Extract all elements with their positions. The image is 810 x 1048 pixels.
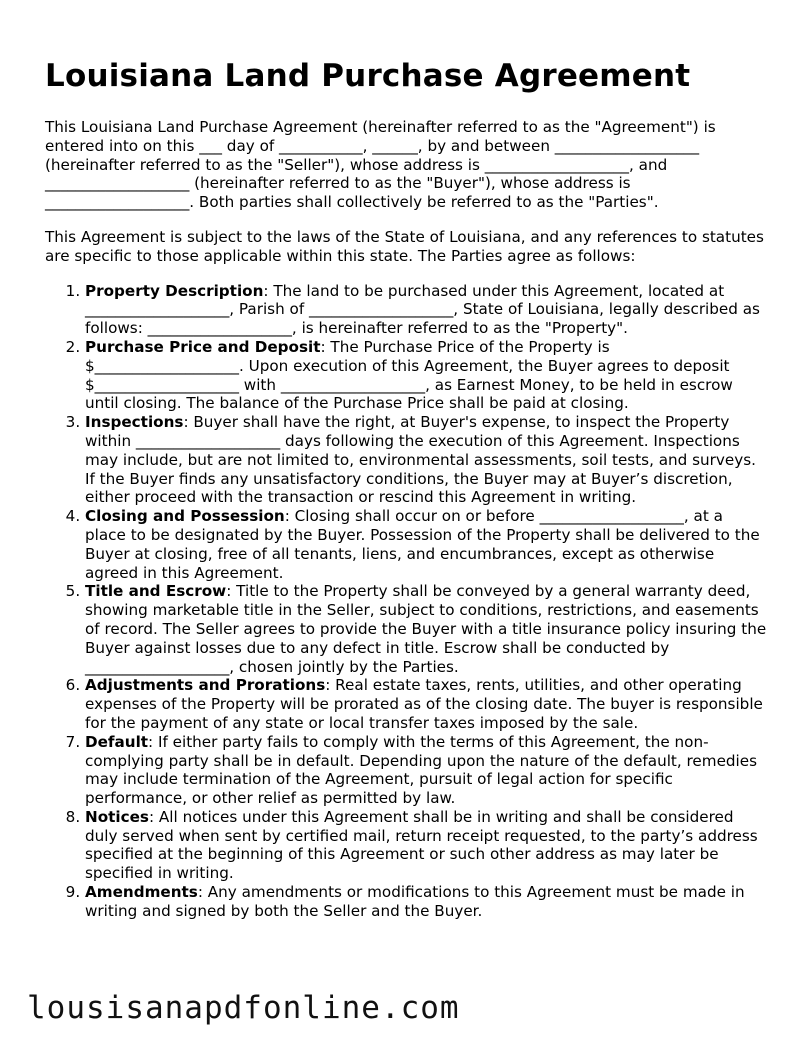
list-item: 4. Closing and Possession: Closing shall occur on or before ___________________, at a place to be designated by the Buyer. Possession of the Property shall be delivered to the Buyer at closing, free of all tenants, liens, and encumbrances, except as otherwise agreed in this Agreement.: [85, 507, 767, 582]
list-item: 6. Adjustments and Prorations: Real estate taxes, rents, utilities, and other operating expenses of the Property will be prorated as of the closing date. The buyer is responsible for the payment of any state or local transfer taxes imposed by the sale.: [85, 676, 767, 732]
list-item: 2. Purchase Price and Deposit: The Purchase Price of the Property is $___________________. Upon execution of this Agreement, the Buyer agrees to deposit $___________________ with ___________________, as Earnest Money, to be held in escrow until closing. The balance of the Purchase Price shall be paid at closing.: [85, 338, 767, 413]
list-item: 7. Default: If either party fails to comply with the terms of this Agreement, the non-complying party shall be in default. Depending upon the nature of the default, remedies may include termination of the Agreement, pursuit of legal action for specific performance, or other relief as permitted by law.: [85, 733, 767, 808]
list-item: 5. Title and Escrow: Title to the Property shall be conveyed by a general warranty deed, showing marketable title in the Seller, subject to conditions, restrictions, and easements of record. The Seller agrees to provide the Buyer with a title insurance policy insuring the Buyer against losses due to any defect in title. Escrow shall be conducted by ___________________, chosen jointly by the Parties.: [85, 582, 767, 676]
list-item: 1. Property Description: The land to be purchased under this Agreement, located at ___________________, Parish of ___________________, State of Louisiana, legally described as follows: ___________________, is hereinafter referred to as the "Property".: [85, 282, 767, 338]
list-item: 3. Inspections: Buyer shall have the right, at Buyer's expense, to inspect the Property within ___________________ days following the execution of this Agreement. Inspections may include, but are not limited to, environmental assessments, soil tests, and surveys. If the Buyer finds any unsatisfactory conditions, the Buyer may at Buyer’s discretion, either proceed with the transaction or rescind this Agreement in writing.: [85, 413, 767, 507]
intro-paragraph: This Louisiana Land Purchase Agreement (hereinafter referred to as the "Agreement") is entered into on this ___ day of ___________, ______, by and between ___________________ (hereinafter referred to as the "Seller"), whose address is ___________________, and ___________________ (hereinafter referred to as the "Buyer"), whose address is ___________________. Both parties shall collectively be referred to as the "Parties".: [45, 118, 716, 212]
document-page: [45, 56, 767, 921]
document-title: Louisiana Land Purchase Agreement: [45, 58, 691, 94]
list-item: 9. Amendments: Any amendments or modifications to this Agreement must be made in writing and signed by both the Seller and the Buyer.: [85, 883, 767, 921]
terms-list: [45, 282, 767, 921]
governing-law-paragraph: This Agreement is subject to the laws of the State of Louisiana, and any references to statutes are specific to those applicable within this state. The Parties agree as follows:: [45, 227, 764, 265]
watermark-url: lousisanapdfonline.com: [27, 990, 460, 1026]
list-item: 8. Notices: All notices under this Agreement shall be in writing and shall be considered duly served when sent by certified mail, return receipt requested, to the party’s address specified at the beginning of this Agreement or such other address as may later be specified in writing.: [85, 808, 767, 883]
